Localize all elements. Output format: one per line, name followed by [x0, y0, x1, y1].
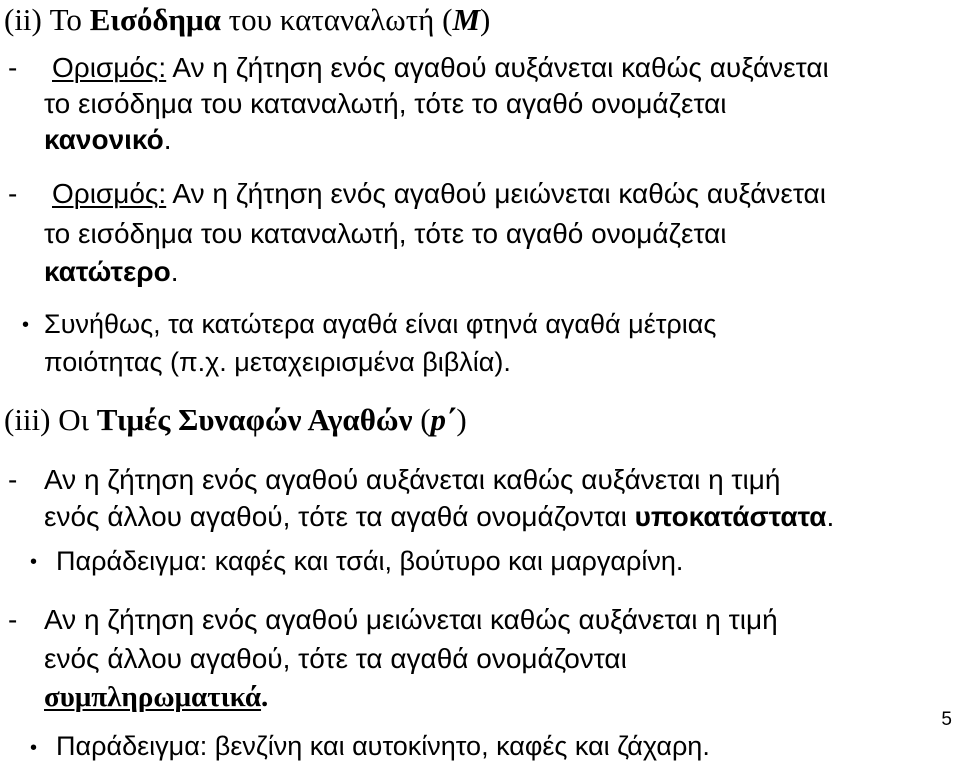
complements-line-1: Αν η ζήτηση ενός αγαθού μειώνεται καθώς αυξάνεται η τιμή	[44, 604, 778, 635]
substitutes-dash: -	[8, 464, 18, 495]
def-inferior-line-3	[44, 258, 178, 286]
substitutes-line-1: Αν η ζήτηση ενός αγαθού αυξάνεται καθώς αυξάνεται η τιμή	[44, 464, 781, 495]
def-inferior-term-end: .	[170, 256, 179, 287]
substitutes-line-2	[44, 503, 834, 531]
substitutes-term: υποκατάστατα	[634, 501, 827, 532]
inferior-bullet-line-2: ποιότητας (π.χ. μεταχειρισμένα βιβλία).	[44, 347, 511, 377]
def-normal-term-end: .	[163, 124, 172, 155]
complements-dash: -	[8, 604, 18, 635]
def-inferior-dash: -	[8, 178, 18, 209]
complements-line-3	[44, 683, 268, 712]
heading-income	[4, 4, 490, 35]
heading-related-prices	[4, 404, 467, 435]
def-normal-dash: -	[8, 52, 18, 83]
def-normal-label: Ορισμός:	[52, 52, 167, 83]
complements-line-2: ενός άλλου αγαθού, τότε τα αγαθά ονομάζονται	[44, 643, 627, 674]
heading-related-prefix: (iii) Οι	[4, 402, 97, 437]
def-normal-line-1-text: Αν η ζήτηση ενός αγαθού αυξάνεται καθώς αυξάνεται	[166, 52, 829, 83]
def-inferior-term: κατώτερο	[44, 256, 171, 287]
page-number: 5	[941, 709, 952, 730]
substitutes-example: Παράδειγμα: καφές και τσάι, βούτυρο και μαργαρίνη.	[56, 546, 684, 576]
def-inferior-line-1	[52, 180, 826, 208]
heading-income-prefix: (ii) Το	[4, 2, 90, 37]
complements-term-end: .	[261, 681, 269, 713]
def-inferior-label: Ορισμός:	[52, 178, 167, 209]
def-normal-term: κανονικό	[44, 124, 164, 155]
complements-bullet-marker: •	[30, 737, 38, 759]
heading-income-suffix: )	[480, 2, 491, 37]
inferior-bullet-line-1: Συνήθως, τα κατώτερα αγαθά είναι φτηνά αγαθά μέτριας	[44, 309, 717, 339]
heading-related-term: Τιμές Συναφών Αγαθών	[96, 402, 413, 437]
def-normal-line-1	[52, 54, 829, 82]
substitutes-bullet-marker: •	[30, 551, 38, 573]
def-inferior-line-1-text: Αν η ζήτηση ενός αγαθού μειώνεται καθώς αυξάνεται	[166, 178, 826, 209]
complements-example: Παράδειγμα: βενζίνη και αυτοκίνητο, καφές και ζάχαρη.	[56, 731, 710, 761]
substitutes-term-end: .	[826, 501, 835, 532]
heading-income-middle: του καταναλωτή (	[220, 2, 453, 37]
heading-related-symbol: p΄	[430, 402, 457, 437]
complements-term: συμπληρωματικά	[44, 681, 262, 713]
heading-related-suffix: )	[456, 402, 467, 437]
def-inferior-line-2: το εισόδημα του καταναλωτή, τότε το αγαθό ονομάζεται	[44, 218, 727, 249]
def-normal-line-2: το εισόδημα του καταναλωτή, τότε το αγαθό ονομάζεται	[44, 88, 727, 119]
heading-income-term: Εισόδημα	[89, 2, 221, 37]
heading-income-symbol: M	[452, 2, 481, 37]
inferior-bullet-marker: •	[22, 314, 30, 336]
heading-related-middle: (	[412, 402, 431, 437]
def-normal-line-3	[44, 126, 172, 154]
substitutes-line-2-text: ενός άλλου αγαθού, τότε τα αγαθά ονομάζονται	[44, 501, 635, 532]
